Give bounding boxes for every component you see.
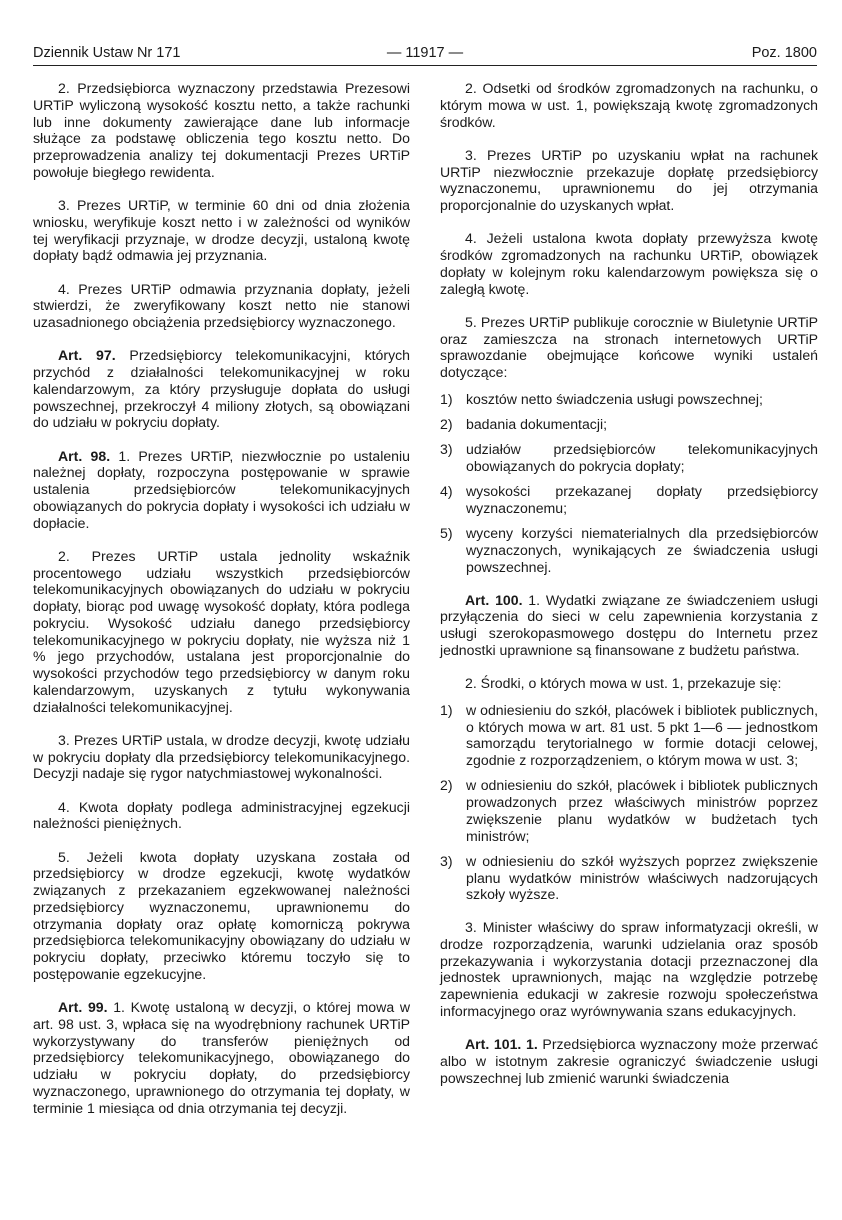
article-heading: Art. 98.: [58, 447, 111, 464]
article-heading: Art. 99.: [58, 999, 108, 1015]
header-rule: [33, 65, 817, 66]
paragraph: 5. Jeżeli kwota dopłaty uzyskana została od przedsiębiorcy w drodze egzekucji, kwotę wydatków związanych z przekazaniem egzekwowanej należności przedsiębiorcy wyznaczonemu, uprawnionemu do otrzymania dopłaty oraz opłatę komorniczą pokrywa przedsiębiorca telekomunikacyjny obowiązany do udziału w pokryciu dopłaty, przeciwko któremu toczyło się to postępowanie egzekucyjne.: [33, 848, 410, 982]
paragraph: 3. Prezes URTiP ustala, w drodze decyzji, kwotę udziału w pokryciu dopłaty dla przedsiębiorcy telekomunikacyjnego. Decyzji nadaje się rygor natychmiastowej wykonalności.: [33, 731, 410, 782]
left-column: [33, 80, 410, 1133]
article-100: Art. 100. 1. Wydatki związane ze świadczeniem usługi przyłączenia do sieci w celu zapewnienia korzystania z usługi szerokopasmowego dostępu do Internetu przez jednostki uprawnione są finansowane z budżetu państwa.: [440, 591, 818, 658]
list-item: 3) udziałów przedsiębiorców telekomunikacyjnych obowiązanych do pokrycia dopłaty;: [440, 441, 818, 474]
right-column: [440, 80, 818, 1103]
page-number: — 11917 —: [386, 45, 464, 61]
paragraph: 2. Prezes URTiP ustala jednolity wskaźnik procentowego udziału wszystkich przedsiębiorców telekomunikacyjnych obowiązanych do udziału w pokryciu dopłaty, biorąc pod uwagę wysokość dopłaty, która podlega pokryciu. Wysokość udziału danego przedsiębiorcy telekomunikacyjnego w pokryciu dopłaty, nie wyższa niż 1 % jego przychodów, ustalana jest proporcjonalnie do wysokości przychodów tego przedsiębiorcy w danym roku kalendarzowym, uzyskanych z tytułu wykonywania działalności telekomunikacyjnej.: [33, 547, 410, 715]
list-item: 2) badania dokumentacji;: [440, 416, 608, 432]
paragraph: 2. Środki, o których mowa w ust. 1, przekazuje się:: [465, 675, 782, 691]
paragraph: 4. Prezes URTiP odmawia przyznania dopłaty, jeżeli stwierdzi, że zweryfikowany koszt netto nie stanowi uzasadnionego obciążenia przedsiębiorcy wyznaczonego.: [33, 280, 410, 330]
list-item: 1) kosztów netto świadczenia usługi powszechnej;: [440, 390, 763, 407]
article-heading: Art. 101. 1.: [465, 1036, 538, 1052]
paragraph: 5. Prezes URTiP publikuje corocznie w Biuletynie URTiP oraz zamieszcza na stronach internetowych URTiP sprawozdanie obejmujące końcowe wyniki ustaleń dotyczące:: [440, 313, 818, 380]
article-heading: Art. 97.: [58, 347, 116, 364]
enumerated-list: [440, 702, 818, 903]
article-97: Art. 97. Przedsiębiorcy telekomunikacyjni, których przychód z działalności telekomunikacyjnej w roku kalendarzowym, za który przysługuje dopłata do usługi powszechnej, przekroczył 4 miliony złotych, są obowiązani do udziału w pokryciu dopłaty.: [33, 347, 410, 431]
article-99: Art. 99. 1. Kwotę ustaloną w decyzji, o której mowa w art. 98 ust. 3, wpłaca się na wyodrębniony rachunek URTiP wykorzystywany do transferów pieniężnych od przedsiębiorcy telekomunikacyjnego, obowiązanego do udziału w pokryciu dopłaty, do przedsiębiorcy wyznaczonego, uprawnionego do otrzymania tej dopłaty, w terminie 1 miesiąca od dnia otrzymania tej decyzji.: [33, 999, 411, 1116]
paragraph: 4. Kwota dopłaty podlega administracyjnej egzekucji należności pieniężnych.: [33, 798, 410, 832]
paragraph: 4. Jeżeli ustalona kwota dopłaty przewyższa kwotę środków zgromadzonych na rachunku URTiP, obowiązek dopłaty w kolejnym roku kalendarzowym powiększa się o zaległą kwotę.: [440, 230, 818, 297]
paragraph: 3. Prezes URTiP po uzyskaniu wpłat na rachunek URTiP niezwłocznie przekazuje dopłatę przedsiębiorcy wyznaczonemu, uprawnionemu do jej otrzymania proporcjonalnie do uzyskanych wpłat.: [440, 146, 818, 213]
article-98: Art. 98. 1. Prezes URTiP, niezwłocznie po ustaleniu należnej dopłaty, rozpoczyna postępowanie w sprawie ustalenia przedsiębiorców telekomunikacyjnych obowiązanych do pokrycia dopłaty i wysokości ich udziału w dopłacie.: [33, 447, 410, 531]
page-header: [33, 45, 817, 65]
list-item: 2) w odniesieniu do szkół, placówek i bibliotek publicznych prowadzonych przez właściwych ministrów poprzez zwiększenie planu wydatków w budżetach tych ministrów;: [440, 777, 818, 844]
list-item: 1) w odniesieniu do szkół, placówek i bibliotek publicznych, o których mowa w art. 81 ust. 5 pkt 1—6 — jednostkom samorządu terytorialnego w formie dotacji celowej, zgodnie z rozporządzeniem, o którym mowa w ust. 3;: [440, 701, 818, 768]
paragraph: 3. Prezes URTiP, w terminie 60 dni od dnia złożenia wniosku, weryfikuje koszt netto i w zależności od wyników tej weryfikacji przyznaje, w drodze decyzji, ustaloną kwotę dopłaty bądź odmawia jej przyznania.: [33, 197, 410, 264]
list-item: 5) wyceny korzyści niematerialnych dla przedsiębiorców wyznaczonych, wynikających ze świadczenia usługi powszechnej.: [440, 525, 818, 575]
article-heading: Art. 100.: [465, 591, 523, 608]
enumerated-list: [440, 391, 818, 576]
paragraph: 3. Minister właściwy do spraw informatyzacji określi, w drodze rozporządzenia, warunki udzielania oraz sposób przekazywania i wykorzystania dotacji przeznaczonej dla jednostek uprawnionych, mając na względzie potrzebę zapewnienia edukacji w zakresie rozwoju społeczeństwa informacyjnego oraz wyrównywania szans edukacyjnych.: [440, 919, 818, 1019]
article-101: Art. 101. 1. Przedsiębiorca wyznaczony może przerwać albo w istotnym zakresie ograniczyć świadczenie usługi powszechnej lub zmienić warunki świadczenia: [440, 1036, 818, 1086]
list-item: 3) w odniesieniu do szkół wyższych poprzez zwiększenie planu wydatków ministrów właściwych nadzorujących szkoły wyższe.: [440, 852, 818, 903]
journal-title: Dziennik Ustaw Nr 171: [33, 45, 181, 61]
paragraph: 2. Odsetki od środków zgromadzonych na rachunku, o którym mowa w ust. 1, powiększają kwotę zgromadzonych środków.: [440, 80, 818, 130]
position-number: Poz. 1800: [751, 45, 817, 61]
list-item: 4) wysokości przekazanej dopłaty przedsiębiorcy wyznaczonemu;: [440, 483, 818, 516]
paragraph: 2. Przedsiębiorca wyznaczony przedstawia Prezesowi URTiP wyliczoną wysokość kosztu netto, a także rachunki lub inne dokumenty zawierające dane lub informacje służące za podstawę obliczenia tego kosztu netto. Do przeprowadzenia analizy tej dokumentacji Prezes URTiP powołuje biegłego rewidenta.: [33, 80, 410, 180]
